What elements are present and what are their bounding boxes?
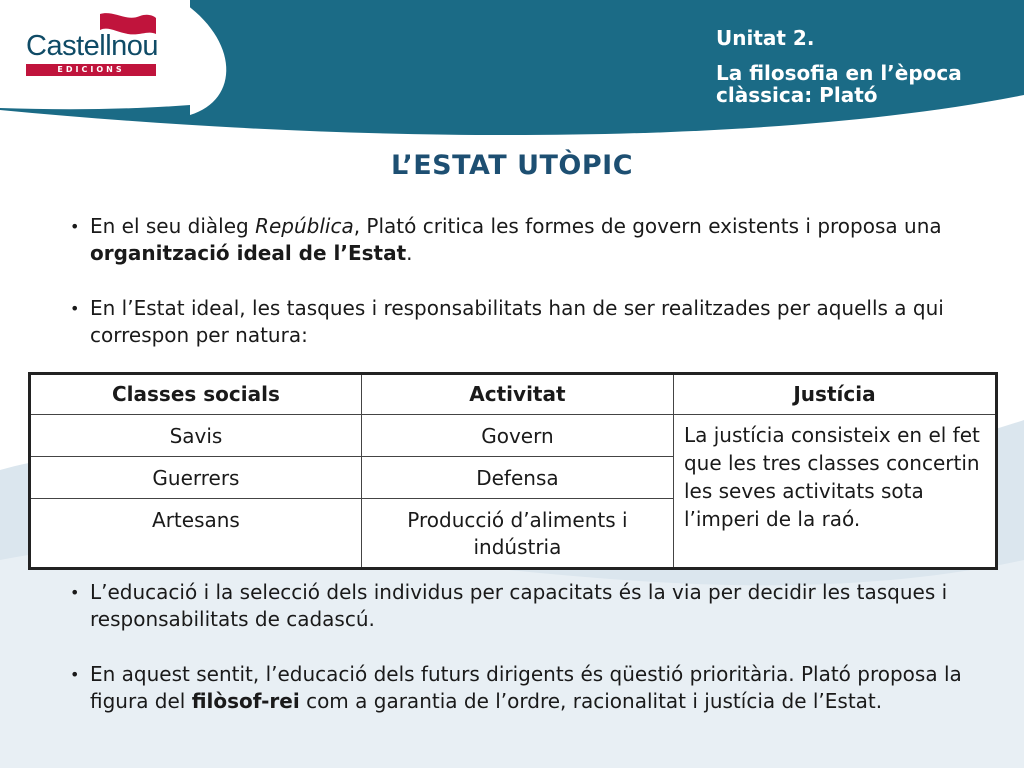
table-cell-justice: La justícia consisteix en el fet que les tres classes concertin les seves activitats sota l’imperi de la raó. bbox=[673, 415, 996, 569]
table-header-row bbox=[30, 374, 997, 415]
bullet-text: . bbox=[406, 241, 413, 265]
table-header: Activitat bbox=[361, 374, 673, 415]
table-cell-class: Guerrers bbox=[30, 457, 362, 499]
bullet-bold: organització ideal de l’Estat bbox=[90, 241, 407, 265]
table-row bbox=[30, 415, 997, 457]
bullet-dot-icon: • bbox=[70, 299, 80, 318]
table-cell-activity: Govern bbox=[361, 415, 673, 457]
bullet-list-bottom-2 bbox=[68, 661, 988, 715]
bullet-item bbox=[68, 213, 988, 267]
bullet-list-top-2 bbox=[68, 295, 988, 349]
table-header: Justícia bbox=[673, 374, 996, 415]
bullet-text: En el seu diàleg bbox=[90, 214, 256, 238]
logo-name: Castellnou bbox=[26, 30, 159, 62]
bullet-text: En aquest sentit, l’educació dels futurs dirigents és qüestió prioritària. Plató proposa la figura del bbox=[90, 662, 962, 713]
bullet-text: , Plató critica les formes de govern existents i proposa una bbox=[353, 214, 942, 238]
page-title: L’ESTAT UTÒPIC bbox=[390, 150, 634, 181]
unit-subtitle: La filosofia en l’època clàssica: Plató bbox=[716, 61, 962, 107]
bullet-item bbox=[68, 579, 988, 633]
bullet-text: En l’Estat ideal, les tasques i responsabilitats han de ser realitzades per aquells a qui correspon per natura: bbox=[90, 296, 944, 347]
table-cell-activity: Defensa bbox=[361, 457, 673, 499]
unit-label: Unitat 2. bbox=[716, 26, 815, 50]
bullet-list-bottom bbox=[68, 579, 988, 633]
bullet-bold: filòsof-rei bbox=[191, 689, 300, 713]
bullet-item bbox=[68, 295, 988, 349]
table-cell-activity: Producció d’aliments i indústria bbox=[361, 499, 673, 569]
table-cell-class: Savis bbox=[30, 415, 362, 457]
bullet-text: L’educació i la selecció dels individus per capacitats és la via per decidir les tasques i responsabilitats de cadascú. bbox=[90, 580, 948, 631]
classes-table bbox=[28, 372, 998, 570]
bullet-text: com a garantia de l’ordre, racionalitat i justícia de l’Estat. bbox=[299, 689, 883, 713]
logo-sub: EDICIONS bbox=[26, 64, 156, 76]
bullet-dot-icon: • bbox=[70, 583, 80, 602]
bullet-list-top bbox=[68, 213, 988, 267]
bullet-dot-icon: • bbox=[70, 665, 80, 684]
bullet-dot-icon: • bbox=[70, 217, 80, 236]
table-cell-class: Artesans bbox=[30, 499, 362, 569]
bullet-italic: República bbox=[255, 214, 354, 238]
table-header: Classes socials bbox=[30, 374, 362, 415]
bullet-item bbox=[68, 661, 988, 715]
